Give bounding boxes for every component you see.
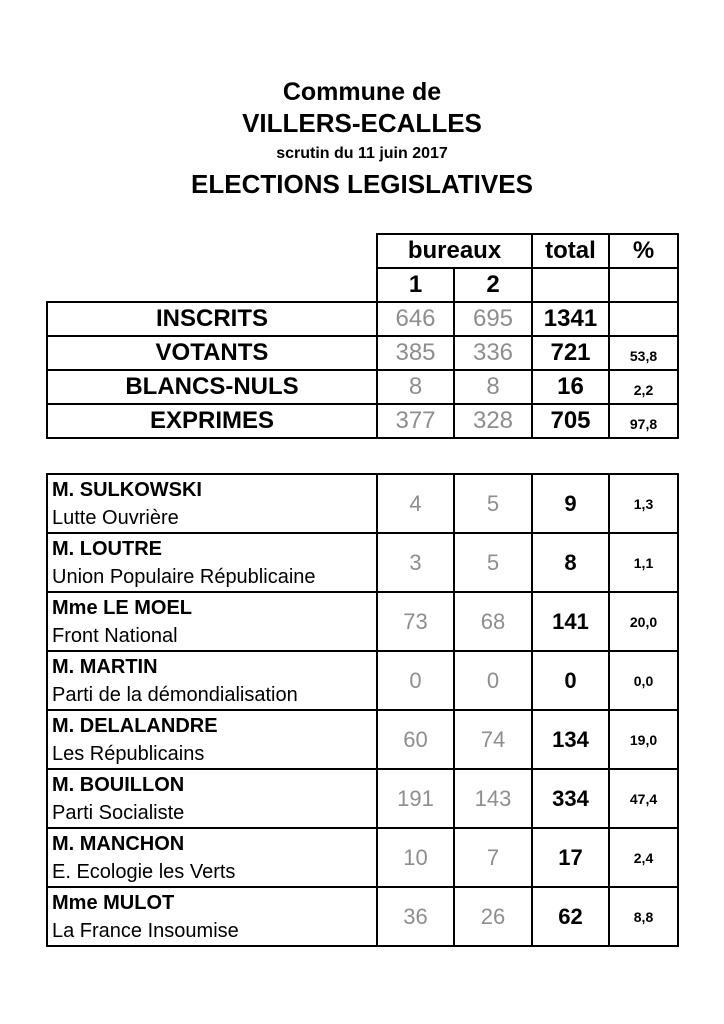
- summary-row-exprimes: [47, 404, 678, 438]
- total-votes: 0: [532, 651, 609, 710]
- row-label: VOTANTS: [47, 336, 377, 370]
- bureau-2-votes: 5: [454, 474, 532, 533]
- bureau-1-votes: 191: [377, 769, 454, 828]
- header-total: total: [532, 234, 609, 268]
- candidate-row: [47, 651, 678, 710]
- bureau-1-votes: 36: [377, 887, 454, 946]
- bureau-1-votes: 4: [377, 474, 454, 533]
- header-percent-empty: [609, 268, 678, 302]
- percent-votes: 20,0: [609, 592, 678, 651]
- candidate-name: M. MARTIN: [52, 656, 158, 678]
- header-bureaux: bureaux: [377, 234, 532, 268]
- bureau-2-value: 695: [454, 302, 532, 336]
- row-label: EXPRIMES: [47, 404, 377, 438]
- total-value: 1341: [532, 302, 609, 336]
- percent-votes: 8,8: [609, 887, 678, 946]
- percent-value: [609, 302, 678, 336]
- summary-table: [46, 233, 679, 439]
- total-votes: 334: [532, 769, 609, 828]
- candidate-row: [47, 592, 678, 651]
- header-total-empty: [532, 268, 609, 302]
- bureau-1-value: 8: [377, 370, 454, 404]
- candidate-row: [47, 828, 678, 887]
- header-bureau-2: 2: [454, 268, 532, 302]
- bureau-1-votes: 60: [377, 710, 454, 769]
- candidate-cell: [47, 769, 377, 828]
- bureau-2-value: 328: [454, 404, 532, 438]
- candidates-table: [46, 473, 679, 947]
- bureau-1-value: 646: [377, 302, 454, 336]
- candidate-cell: [47, 828, 377, 887]
- total-votes: 8: [532, 533, 609, 592]
- candidate-name: M. BOUILLON: [52, 774, 185, 796]
- candidate-cell: [47, 651, 377, 710]
- candidate-party: La France Insoumise: [52, 920, 239, 942]
- summary-row-inscrits: [47, 302, 678, 336]
- summary-corner: [47, 234, 377, 268]
- candidate-name: Mme MULOT: [52, 892, 175, 914]
- percent-value: 2,2: [609, 370, 678, 404]
- header-percent: %: [609, 234, 678, 268]
- candidate-name: M. LOUTRE: [52, 538, 162, 560]
- summary-row-blancs-nuls: [47, 370, 678, 404]
- row-label: INSCRITS: [47, 302, 377, 336]
- percent-votes: 1,3: [609, 474, 678, 533]
- bureau-1-votes: 10: [377, 828, 454, 887]
- bureau-1-value: 377: [377, 404, 454, 438]
- bureau-2-votes: 68: [454, 592, 532, 651]
- percent-value: 53,8: [609, 336, 678, 370]
- percent-votes: 2,4: [609, 828, 678, 887]
- bureau-2-votes: 5: [454, 533, 532, 592]
- candidate-cell: [47, 533, 377, 592]
- percent-value: 97,8: [609, 404, 678, 438]
- total-votes: 17: [532, 828, 609, 887]
- bureau-1-votes: 0: [377, 651, 454, 710]
- bureau-2-votes: 143: [454, 769, 532, 828]
- candidate-row: [47, 887, 678, 946]
- header-bureau-1: 1: [377, 268, 454, 302]
- bureau-2-votes: 0: [454, 651, 532, 710]
- candidate-name: M. SULKOWSKI: [52, 479, 202, 501]
- total-votes: 141: [532, 592, 609, 651]
- candidate-name: M. DELALANDRE: [52, 715, 218, 737]
- summary-header-row: [47, 234, 678, 268]
- total-votes: 9: [532, 474, 609, 533]
- candidate-cell: [47, 592, 377, 651]
- bureau-2-value: 8: [454, 370, 532, 404]
- candidate-party: Lutte Ouvrière: [52, 507, 179, 529]
- commune-name: VILLERS-ECALLES: [242, 108, 482, 138]
- election-date: scrutin du 11 juin 2017: [276, 145, 448, 162]
- total-value: 16: [532, 370, 609, 404]
- candidate-cell: [47, 474, 377, 533]
- bureau-1-votes: 3: [377, 533, 454, 592]
- bureau-1-votes: 73: [377, 592, 454, 651]
- election-title: ELECTIONS LEGISLATIVES: [191, 169, 533, 199]
- bureau-2-value: 336: [454, 336, 532, 370]
- bureau-2-votes: 26: [454, 887, 532, 946]
- bureau-2-votes: 7: [454, 828, 532, 887]
- percent-votes: 0,0: [609, 651, 678, 710]
- candidate-party: Union Populaire Républicaine: [52, 566, 316, 588]
- candidate-party: E. Ecologie les Verts: [52, 861, 236, 883]
- summary-corner-2: [47, 268, 377, 302]
- total-value: 705: [532, 404, 609, 438]
- percent-votes: 1,1: [609, 533, 678, 592]
- candidate-name: M. MANCHON: [52, 833, 185, 855]
- summary-row-votants: [47, 336, 678, 370]
- candidate-party: Front National: [52, 625, 178, 647]
- total-votes: 134: [532, 710, 609, 769]
- candidate-party: Parti de la démondialisation: [52, 684, 298, 706]
- percent-votes: 19,0: [609, 710, 678, 769]
- total-value: 721: [532, 336, 609, 370]
- percent-votes: 47,4: [609, 769, 678, 828]
- candidate-row: [47, 474, 678, 533]
- candidate-party: Parti Socialiste: [52, 802, 185, 824]
- row-label: BLANCS-NULS: [47, 370, 377, 404]
- candidate-row: [47, 710, 678, 769]
- candidate-row: [47, 769, 678, 828]
- candidate-row: [47, 533, 678, 592]
- total-votes: 62: [532, 887, 609, 946]
- bureau-2-votes: 74: [454, 710, 532, 769]
- candidate-party: Les Républicains: [52, 743, 205, 765]
- candidate-cell: [47, 710, 377, 769]
- summary-subheader-row: [47, 268, 678, 302]
- candidate-name: Mme LE MOEL: [52, 597, 193, 619]
- commune-label: Commune de: [282, 78, 442, 106]
- candidate-cell: [47, 887, 377, 946]
- bureau-1-value: 385: [377, 336, 454, 370]
